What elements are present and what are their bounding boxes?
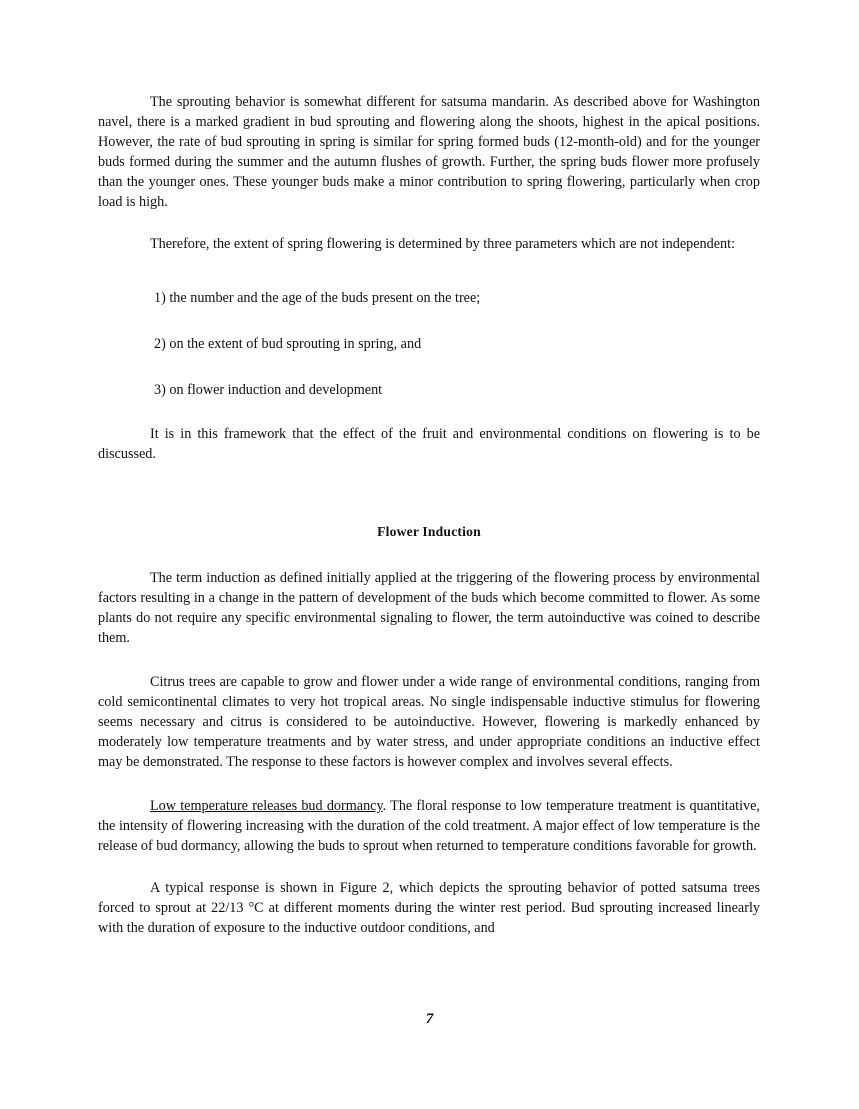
section-heading: Flower Induction — [377, 524, 481, 539]
paragraph-satsuma-sprouting: The sprouting behavior is somewhat different for satsuma mandarin. As described above for Washington navel, there is a marked gradient in bud sprouting and flowering along the shoots, highest in the apical positions. However, the rate of bud sprouting in spring is similar for spring formed buds (12-month-old) and for the younger buds formed during the summer and the autumn flushes of growth. Further, the spring buds flower more profusely than the younger ones. These younger buds make a minor contribution to spring flowering, particularly when crop load is high. — [98, 94, 760, 210]
paragraph-spring-flowering-parameters: Therefore, the extent of spring flowering is determined by three parameters which are not independent: — [150, 236, 736, 252]
paragraph-induction-definition: The term induction as defined initially applied at the triggering of the flowering process by environmental factors resulting in a change in the pattern of development of the buds which become committed to flower. As some plants do not require any specific environmental signaling to flower, the term autoinductive was coined to describe them. — [98, 570, 760, 646]
paragraph-low-temperature — [98, 796, 760, 856]
paragraph-framework: It is in this framework that the effect of the fruit and environmental conditions on flowering is to be discussed. — [98, 426, 760, 462]
paragraph-figure-2: A typical response is shown in Figure 2, which depicts the sprouting behavior of potted satsuma trees forced to sprout at 22/13 °C at different moments during the winter rest period. Bud sprouting increased linearly with the duration of exposure to the inductive outdoor conditions, and — [98, 880, 760, 936]
underlined-subheading: Low temperature releases bud dormancy — [150, 798, 383, 814]
document-page — [98, 92, 760, 938]
list-item-3: 3) on flower induction and development — [154, 382, 383, 398]
paragraph-citrus-autoinductive: Citrus trees are capable to grow and flower under a wide range of environmental conditions, ranging from cold semicontinental climates to very hot tropical areas. No single indispensable inductive stimulus for flowering seems necessary and citrus is considered to be autoinductive. However, flowering is markedly enhanced by moderately low temperature treatments and by water stress, and under appropriate conditions an inductive effect may be demonstrated. The response to these factors is however complex and involves several effects. — [98, 674, 760, 770]
list-item-1: 1) the number and the age of the buds present on the tree; — [154, 290, 481, 306]
page-number: 7 — [425, 1011, 434, 1027]
list-item-2: 2) on the extent of bud sprouting in spring, and — [154, 336, 422, 352]
paragraph-low-temperature-text: . The floral response to low temperature treatment is quantitative, the intensity of flowering increasing with the duration of the cold treatment. A major effect of low temperature is the release of bud dormancy, allowing the buds to sprout when returned to temperature conditions favorable for growth. — [98, 798, 760, 854]
